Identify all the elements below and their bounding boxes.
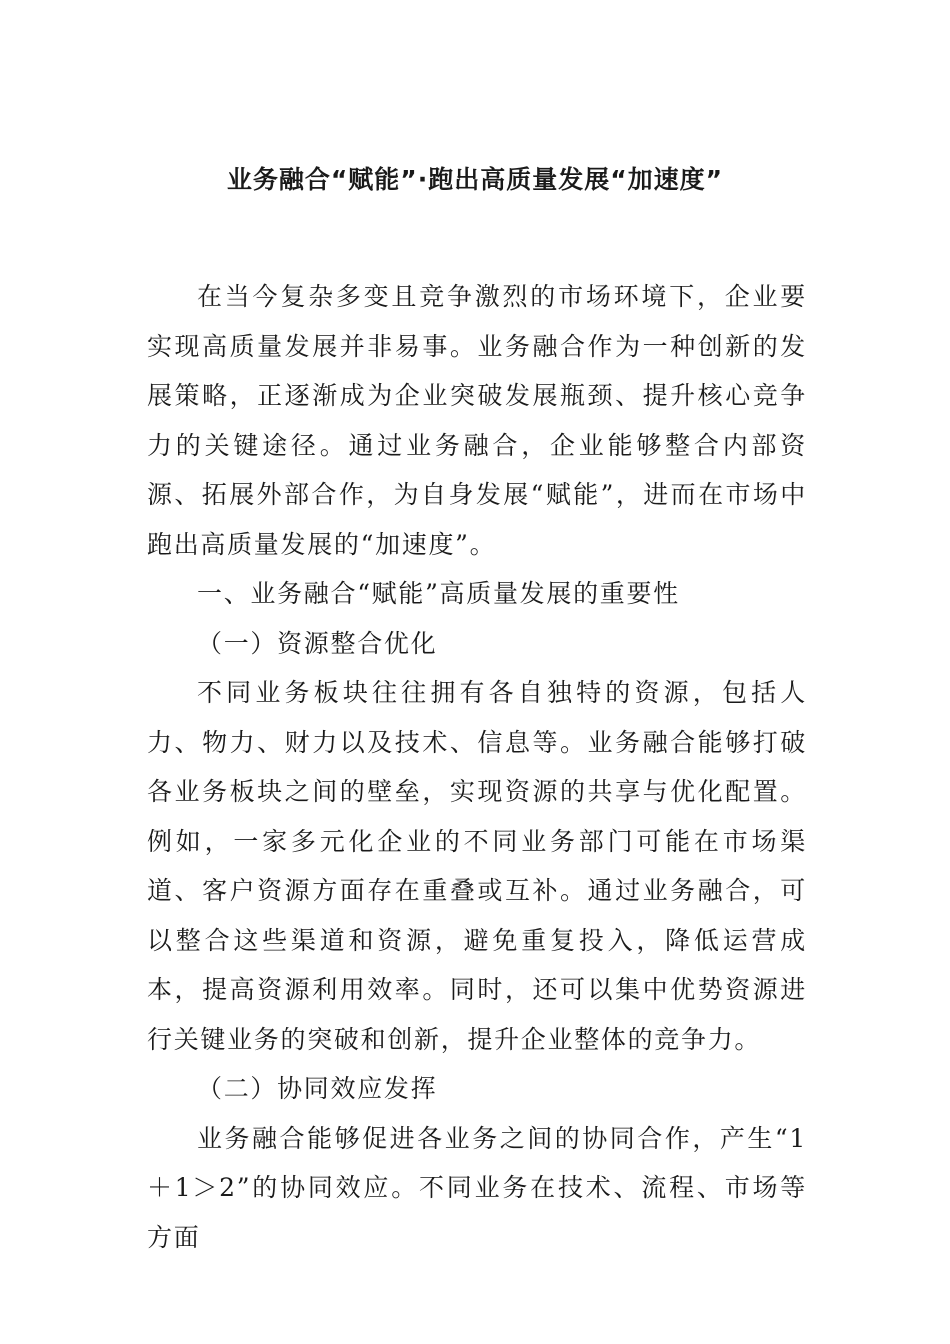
subsection-heading-1: （一）资源整合优化 [197,628,438,658]
subsection-heading-2: （二）协同效应发挥 [197,1074,438,1103]
document-title: 业务融合“赋能”·跑出高质量发展“加速度” [226,165,724,194]
document-body [147,272,807,1262]
synergy-paragraph: 业务融合能够促进各业务之间的协同合作，产生“1＋1＞2”的协同效应。不同业务在技术、流程、市场等方面 [147,1123,807,1252]
resource-integration-paragraph: 不同业务板块往往拥有各自独特的资源，包括人力、物力、财力以及技术、信息等。业务融合能够打破各业务板块之间的壁垒，实现资源的共享与优化配置。例如，一家多元化企业的不同业务部门可能在市场渠道、客户资源方面存在重叠或互补。通过业务融合，可以整合这些渠道和资源，避免重复投入，降低运营成本，提高资源利用效率。同时，还可以集中优势资源进行关键业务的突破和创新，提升企业整体的竞争力。 [147,678,807,1054]
section-heading-1: 一、业务融合“赋能”高质量发展的重要性 [197,579,680,608]
intro-paragraph: 在当今复杂多变且竞争激烈的市场环境下，企业要实现高质量发展并非易事。业务融合作为一种创新的发展策略，正逐渐成为企业突破发展瓶颈、提升核心竞争力的关键途径。通过业务融合，企业能够整合内部资源、拓展外部合作，为自身发展“赋能”，进而在市场中跑出高质量发展的“加速度”。 [147,282,807,559]
